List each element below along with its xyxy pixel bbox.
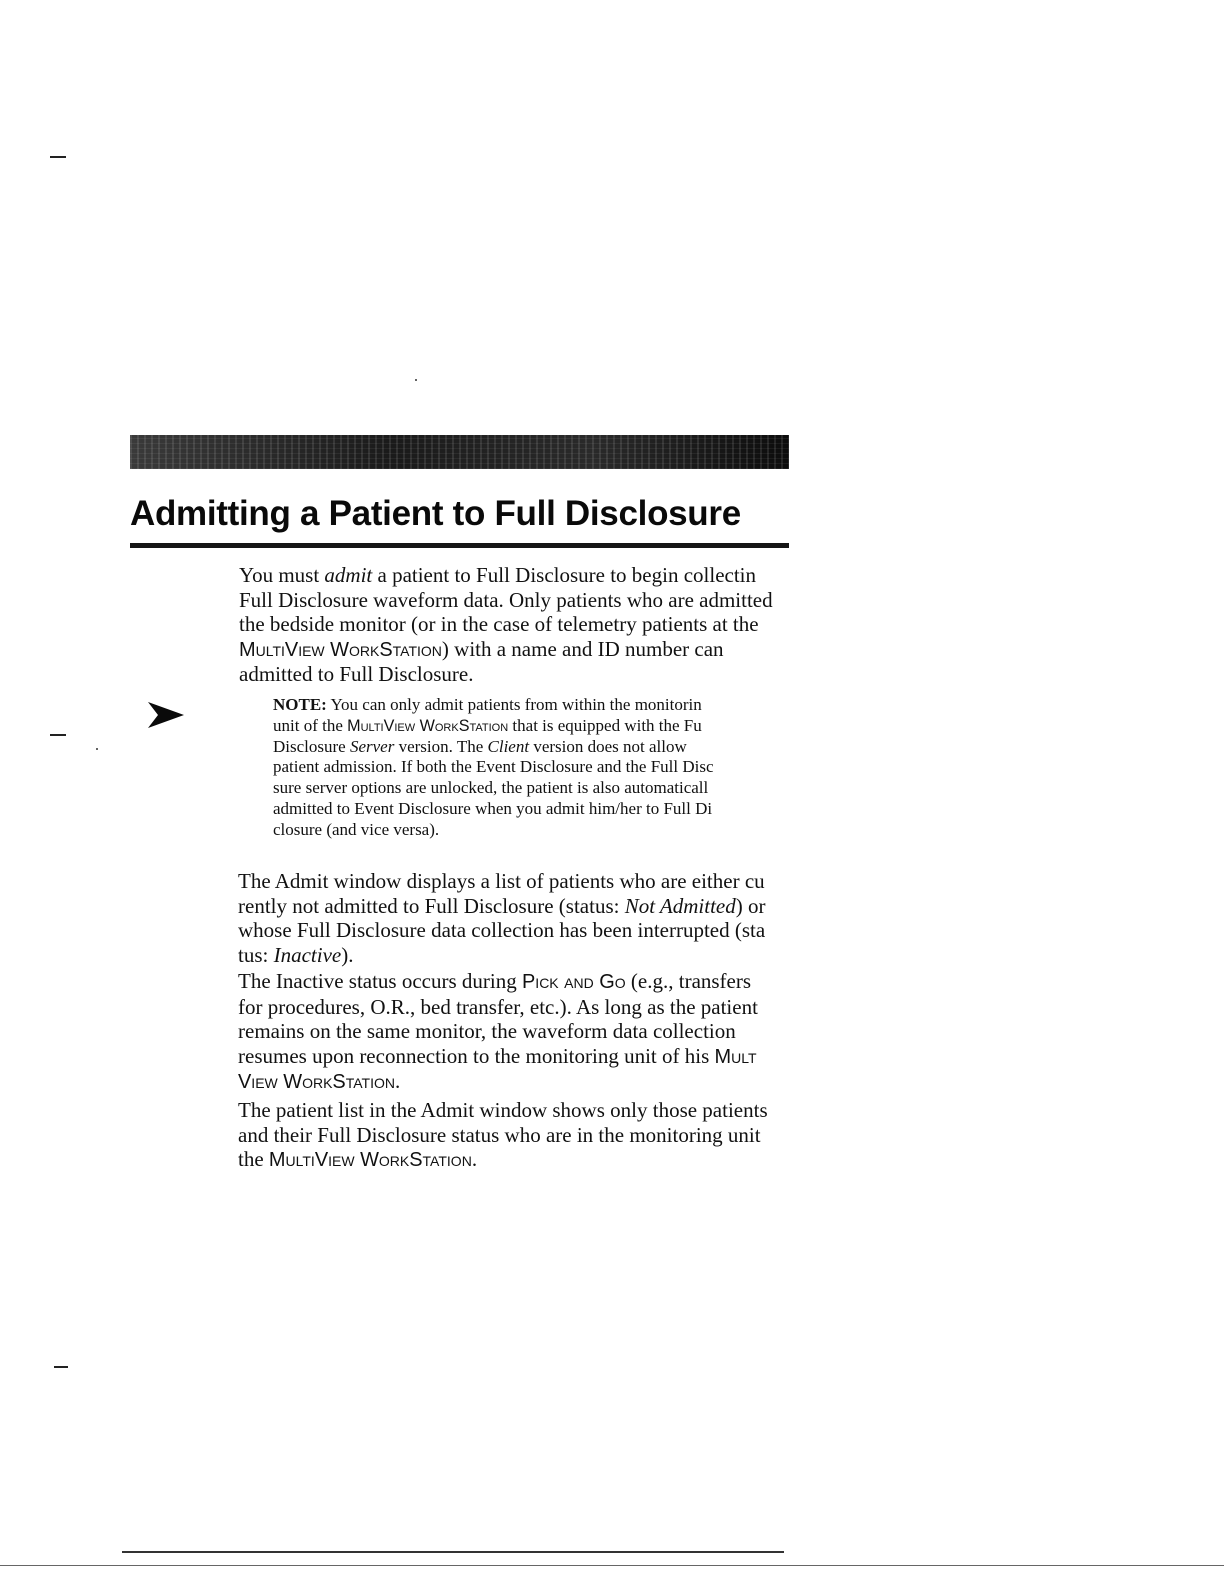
text-span: rently not admitted to Full Disclosure (status:: [238, 893, 625, 918]
product-name: MultiView WorkStation: [239, 638, 442, 661]
product-name: Mult: [714, 1045, 757, 1068]
text-line: The patient list in the Admit window shows only those patients: [238, 1098, 768, 1122]
paragraph-admit-window: [238, 869, 791, 967]
text-span: ) with a name and ID number can: [441, 636, 724, 661]
page-bottom-edge: [0, 1565, 1224, 1566]
footer-rule: [122, 1551, 784, 1553]
text-line: [238, 894, 791, 919]
text-span: a patient to Full Disclosure to begin collectin: [372, 563, 757, 587]
text-line: The Admit window displays a list of patients who are either cu: [238, 869, 765, 893]
text-line: [239, 637, 791, 663]
text-line: closure (and vice versa).: [273, 819, 440, 839]
text-line: [238, 1044, 791, 1070]
note-block: [273, 695, 791, 841]
product-name: MultiView WorkStation: [347, 716, 509, 735]
text-line: [238, 943, 791, 968]
product-name: View WorkStation: [238, 1071, 395, 1093]
scan-mark-bottom: [54, 1366, 68, 1368]
text-line: for procedures, O.R., bed transfer, etc.). As long as the patient: [238, 994, 758, 1019]
text-line: admitted to Full Disclosure.: [239, 662, 474, 686]
text-line: [273, 737, 791, 758]
text-line: [238, 1147, 791, 1173]
page-title: Admitting a Patient to Full Disclosure: [130, 494, 741, 533]
emphasis-text: admit: [324, 563, 373, 587]
text-line: and their Full Disclosure status who are in the monitoring unit: [238, 1122, 761, 1147]
paragraph-intro: [239, 563, 791, 687]
paragraph-inactive-status: [238, 969, 791, 1095]
text-line: Full Disclosure waveform data. Only patients who are admitted: [239, 587, 773, 612]
section-header-bar: [130, 435, 789, 469]
title-rule: [130, 543, 789, 548]
text-span: that is equipped with the Fu: [508, 715, 702, 735]
text-span: The Inactive status occurs during: [238, 969, 522, 993]
scan-speck: [415, 379, 417, 381]
note-label: NOTE:: [273, 695, 327, 714]
text-span: .: [395, 1069, 401, 1093]
text-line: patient admission. If both the Event Disclosure and the Full Disc: [273, 757, 714, 777]
scan-mark-middle: [50, 734, 66, 736]
emphasis-text: Server: [349, 736, 395, 756]
text-span: unit of the: [273, 715, 348, 735]
text-span: (e.g., transfers: [625, 969, 752, 993]
text-line: admitted to Event Disclosure when you admit him/her to Full Di: [273, 798, 713, 818]
emphasis-text: Client: [487, 736, 530, 756]
text-span: resumes upon reconnection to the monitoring unit of his: [238, 1043, 715, 1068]
text-span: tus:: [238, 942, 274, 967]
text-line: sure server options are unlocked, the patient is also automaticall: [273, 778, 709, 798]
text-span: You can only admit patients from within the monitorin: [326, 695, 702, 714]
emphasis-text: Not Admitted: [624, 893, 736, 918]
text-line: [239, 563, 791, 588]
text-span: the: [238, 1147, 269, 1171]
text-line: [238, 969, 791, 995]
feature-name: Pick and Go: [522, 971, 626, 993]
product-name: MultiView WorkStation: [268, 1149, 472, 1171]
text-line: the bedside monitor (or in the case of telemetry patients at the: [239, 612, 759, 636]
text-span: .: [471, 1147, 478, 1171]
text-span: version. The: [394, 736, 488, 756]
scan-speck: [96, 748, 98, 750]
paragraph-patient-list: [238, 1098, 791, 1173]
text-line: whose Full Disclosure data collection has been interrupted (sta: [238, 918, 766, 942]
text-span: version does not allow: [529, 736, 687, 756]
emphasis-text: Inactive: [273, 942, 342, 967]
text-line: [273, 716, 791, 737]
text-line: [273, 695, 791, 716]
text-line: remains on the same monitor, the waveform data collection: [238, 1019, 736, 1043]
text-line: [238, 1069, 791, 1095]
text-span: ).: [341, 942, 354, 967]
text-span: You must: [239, 563, 325, 587]
scan-mark-top: [50, 156, 66, 158]
text-span: Disclosure: [273, 736, 350, 756]
text-span: ) or: [735, 893, 766, 918]
arrow-icon: [146, 700, 186, 730]
